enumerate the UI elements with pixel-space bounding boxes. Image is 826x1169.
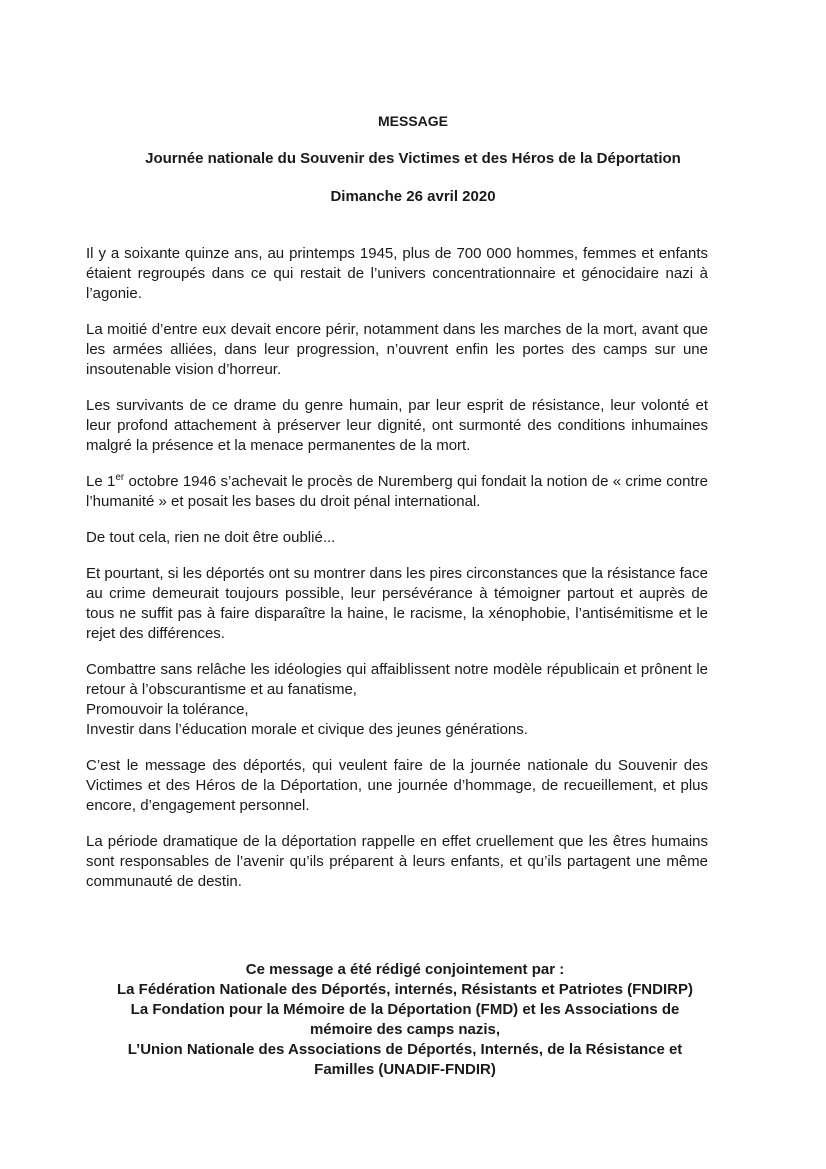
message-label: MESSAGE (377, 113, 448, 129)
paragraph-7-line-1: Combattre sans relâche les idéologies qui affaiblissent notre modèle républicain et prônent le retour à l’obscurantisme et au fanatisme, (86, 661, 708, 698)
document-date: Dimanche 26 avril 2020 (330, 188, 496, 205)
paragraph-5: De tout cela, rien ne doit être oublié... (86, 529, 336, 546)
signatory-fmd-line-1: La Fondation pour la Mémoire de la Déportation (FMD) et les Associations de (130, 1001, 680, 1018)
signatory-fmd-line-2: mémoire des camps nazis, (309, 1021, 501, 1038)
signatory-unadif-line-2: Familles (UNADIF-FNDIR) (314, 1061, 496, 1078)
paragraph-6: Et pourtant, si les déportés ont su montrer dans les pires circonstances que la résistance face au crime demeurait toujours possible, leur persévérance à témoigner partout et auprès de tous ne suffit pas à faire disparaître la haine, le racisme, la xénophobie, l’antisémitisme et le rejet des différences. (86, 565, 708, 642)
signatory-fndirp: La Fédération Nationale des Déportés, internés, Résistants et Patriotes (FNDIRP) (117, 981, 693, 998)
paragraph-7-line-2: Promouvoir la tolérance, (86, 701, 249, 718)
paragraph-7-line-3: Investir dans l’éducation morale et civique des jeunes générations. (86, 721, 528, 738)
paragraph-3: Les survivants de ce drame du genre humain, par leur esprit de résistance, leur volonté et leur profond attachement à préserver leur dignité, ont surmonté des conditions inhumaines malgré la présence et la menace permanentes de la mort. (86, 397, 708, 454)
paragraph-4-prefix: Le 1 (86, 473, 116, 490)
signatories-block (60, 960, 750, 1080)
paragraph-8: C’est le message des déportés, qui veulent faire de la journée nationale du Souvenir des Victimes et des Héros de la Déportation, une journée d’hommage, de recueillement, et plus encore, d’engagement personnel. (86, 757, 708, 814)
paragraph-2: La moitié d’entre eux devait encore périr, notamment dans les marches de la mort, avant que les armées alliées, dans leur progression, n’ouvrent enfin les portes des camps sur une insoutenable vision d’horreur. (86, 321, 708, 378)
message-body (86, 244, 708, 908)
paragraph-1: Il y a soixante quinze ans, au printemps 1945, plus de 700 000 hommes, femmes et enfants étaient regroupés dans ce qui restait de l’univers concentrationnaire et génocidaire nazi à l’agonie. (86, 245, 708, 302)
paragraph-4-rest: octobre 1946 s’achevait le procès de Nuremberg qui fondait la notion de « crime contre l’humanité » et posait les bases du droit pénal international. (86, 473, 708, 510)
paragraph-4 (86, 472, 708, 512)
signatories-intro: Ce message a été rédigé conjointement par : (245, 961, 565, 978)
signatory-unadif-line-1: L’Union Nationale des Associations de Déportés, Internés, de la Résistance et (127, 1041, 683, 1058)
document-title: Journée nationale du Souvenir des Victimes et des Héros de la Déportation (145, 150, 681, 167)
paragraph-9: La période dramatique de la déportation rappelle en effet cruellement que les êtres humains sont responsables de l’avenir qu’ils préparent à leurs enfants, et qu’ils partagent une même communauté de destin. (86, 833, 708, 890)
paragraph-7 (86, 660, 708, 740)
paragraph-4-superscript: er (115, 472, 125, 483)
